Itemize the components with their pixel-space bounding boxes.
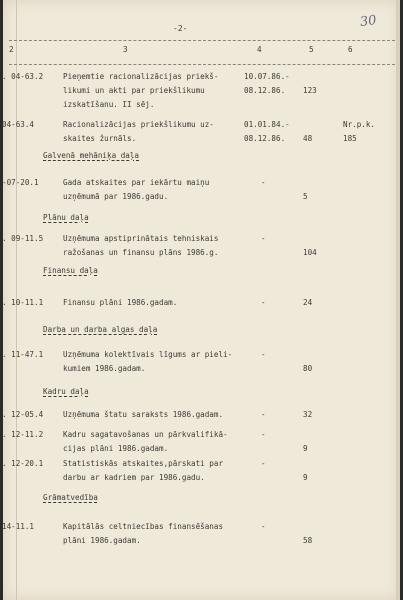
sheet-count: 123: [303, 86, 317, 95]
file-date: 08.12.86.: [244, 86, 286, 95]
column-header-3: 3: [123, 45, 128, 54]
sheet-count: 58: [303, 536, 313, 545]
sheet-count: 5: [303, 192, 308, 201]
file-note: Nr.p.k.: [343, 120, 376, 129]
handwritten-folio-number: 30: [359, 12, 378, 31]
file-date: -: [261, 178, 266, 187]
file-title-line: Uzņēmuma apstiprinātais tehniskais: [63, 234, 219, 243]
file-title-line: darbu ar kadriem par 1986.gadu.: [63, 473, 205, 482]
file-title-line: Gada atskaites par iekārtu maiņu: [63, 178, 210, 187]
sheet-count: 24: [303, 298, 313, 307]
file-title-line: uzņēmumā par 1986.gadu.: [63, 192, 169, 201]
sheet-count: 32: [303, 410, 313, 419]
file-title-line: Finansu plāni 1986.gadam.: [63, 298, 178, 307]
section-heading: Darba un darba algas daļa: [43, 325, 158, 334]
file-date: 08.12.86.: [244, 134, 286, 143]
document-page: [3, 0, 400, 600]
file-date: -: [261, 522, 266, 531]
column-header-4: 4: [257, 45, 262, 54]
file-code: . 09-11.5: [2, 234, 44, 243]
file-title-line: Statistiskās atskaites,pārskati par: [63, 459, 224, 468]
file-date: 01.01.84.-: [244, 120, 290, 129]
file-title-line: skaites žurnāls.: [63, 134, 137, 143]
section-heading: Grāmatvedība: [43, 493, 98, 502]
file-title-line: cijas plāni 1986.gadam.: [63, 444, 169, 453]
file-title-line: ražošanas un finansu plāns 1986.g.: [63, 248, 219, 257]
file-code: . 12-05.4: [2, 410, 44, 419]
file-title-line: Kapitālās celtniecības finansēšanas: [63, 522, 224, 531]
file-title-line: likumi un akti par priekšlikumu: [63, 86, 205, 95]
file-date: -: [261, 430, 266, 439]
file-date: -: [261, 350, 266, 359]
section-heading: Finansu daļa: [43, 266, 98, 275]
file-title-line: plāni 1986.gadam.: [63, 536, 141, 545]
page-number: -2-: [173, 24, 188, 33]
file-code: 04-63.4: [2, 120, 35, 129]
file-date: -: [261, 234, 266, 243]
file-title-line: Kadru sagatavošanas un pārkvalifikā-: [63, 430, 228, 439]
section-heading: Kadru daļa: [43, 387, 89, 396]
file-code: . 04-63.2: [2, 72, 44, 81]
file-code: . 12-20.1: [2, 459, 44, 468]
sheet-count: 9: [303, 444, 308, 453]
file-code: . 11-47.1: [2, 350, 44, 359]
file-code: . 12-11.2: [2, 430, 44, 439]
header-rule-bottom: [9, 64, 395, 65]
file-date: -: [261, 410, 266, 419]
file-title-line: Uzņēmuma štatu saraksts 1986.gadam.: [63, 410, 224, 419]
column-header-6: 6: [348, 45, 353, 54]
file-date: -: [261, 459, 266, 468]
file-title-line: kumiem 1986.gadam.: [63, 364, 146, 373]
sheet-count: 9: [303, 473, 308, 482]
file-title-line: izskatīšanu. II sēj.: [63, 100, 155, 109]
section-heading: Plānu daļa: [43, 213, 89, 222]
column-header-2: 2: [9, 45, 14, 54]
column-header-5: 5: [309, 45, 314, 54]
header-rule-top: [9, 40, 395, 41]
file-title-line: Uzņēmuma kolektīvais līgums ar pieli-: [63, 350, 233, 359]
file-code: -07-20.1: [2, 178, 39, 187]
section-heading: Galvenā mehāniķa daļa: [43, 151, 140, 160]
sheet-count: 80: [303, 364, 313, 373]
file-code: 14-11.1: [2, 522, 35, 531]
page-edge: [396, 0, 400, 600]
sheet-count: 104: [303, 248, 317, 257]
file-date: 10.07.86.-: [244, 72, 290, 81]
sheet-count: 48: [303, 134, 313, 143]
file-date: -: [261, 298, 266, 307]
file-note: 185: [343, 134, 357, 143]
file-code: . 10-11.1: [2, 298, 44, 307]
file-title-line: Pieņemtie racionalizācijas priekš-: [63, 72, 219, 81]
file-title-line: Racionalizācijas priekšlikumu uz-: [63, 120, 214, 129]
